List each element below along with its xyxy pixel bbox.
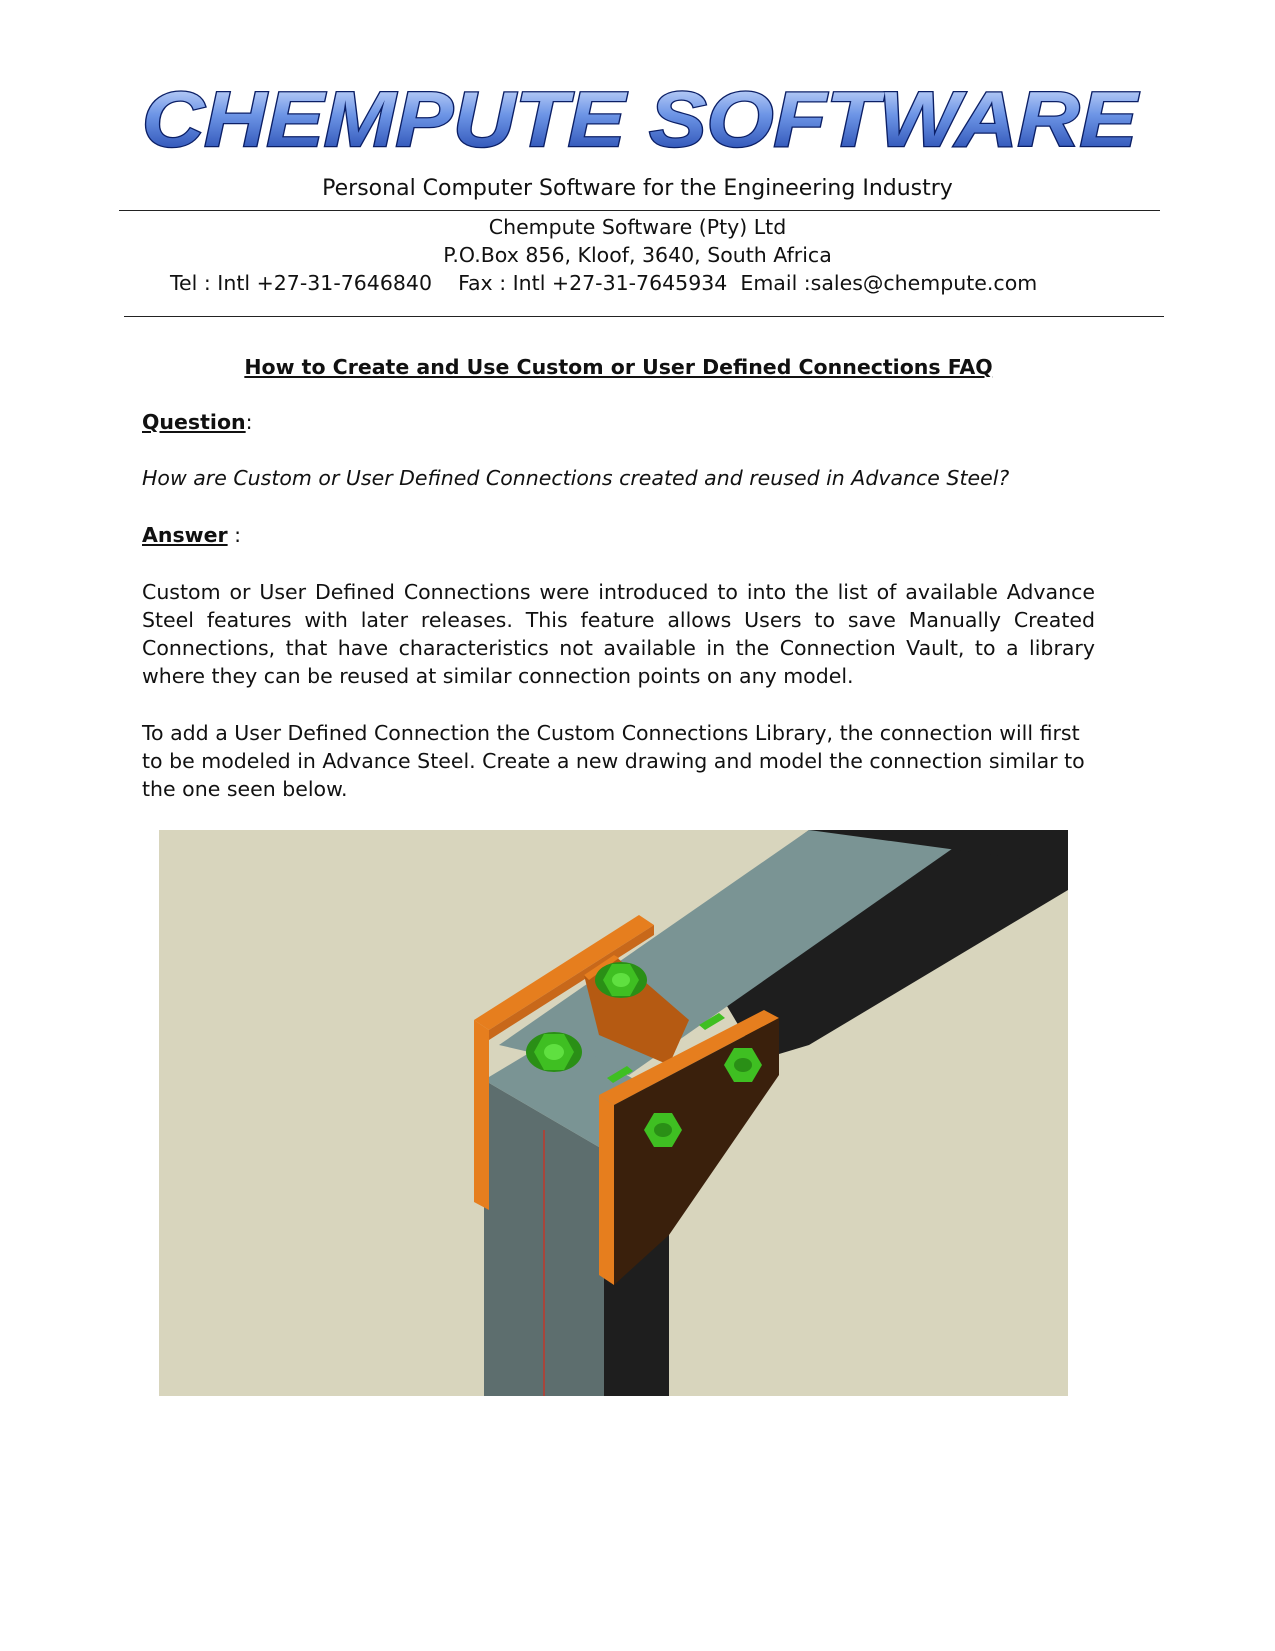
gusset-side-edge (599, 1095, 614, 1285)
question-label: Question (142, 410, 246, 434)
header-divider-bottom (124, 316, 1164, 317)
tagline: Personal Computer Software for the Engineering Industry (322, 176, 953, 201)
contact-line: Tel : Intl +27-31-7646840 Fax : Intl +27-31-7645934 Email :sales@chempute.com (170, 271, 1038, 295)
bolt-2 (595, 962, 647, 998)
header-divider (119, 210, 1160, 211)
question-heading (142, 410, 253, 434)
answer-paragraph: To add a User Defined Connection the Custom Connections Library, the connection will first to be modeled in Advance Steel. Create a new drawing and model the connection similar to the one seen below. (142, 721, 1085, 801)
answer-colon: : (227, 523, 242, 547)
page-title: How to Create and Use Custom or User Defined Connections FAQ (244, 355, 993, 379)
bolt-1 (526, 1032, 582, 1072)
question-colon: : (245, 410, 253, 434)
answer-label: Answer (142, 523, 228, 547)
logo-lettering: CHEMPUTE SOFTWARE (142, 78, 1140, 160)
answer-paragraph: Custom or User Defined Connections were introduced to into the list of available Advance Steel features with later releases. This feature allows Users to save Manually Created Connections, that have characteristics not available in the Connection Vault, to a library where they can be reused at similar connection points on any model. (142, 580, 1095, 688)
connection-model-figure (159, 830, 1068, 1396)
chempute-logo (142, 78, 1142, 160)
postal-address: P.O.Box 856, Kloof, 3640, South Africa (443, 243, 832, 267)
answer-heading (142, 523, 241, 547)
end-plate-side (474, 1020, 489, 1210)
question-text: How are Custom or User Defined Connections created and reused in Advance Steel? (142, 466, 1010, 490)
company-name: Chempute Software (Pty) Ltd (488, 215, 787, 239)
